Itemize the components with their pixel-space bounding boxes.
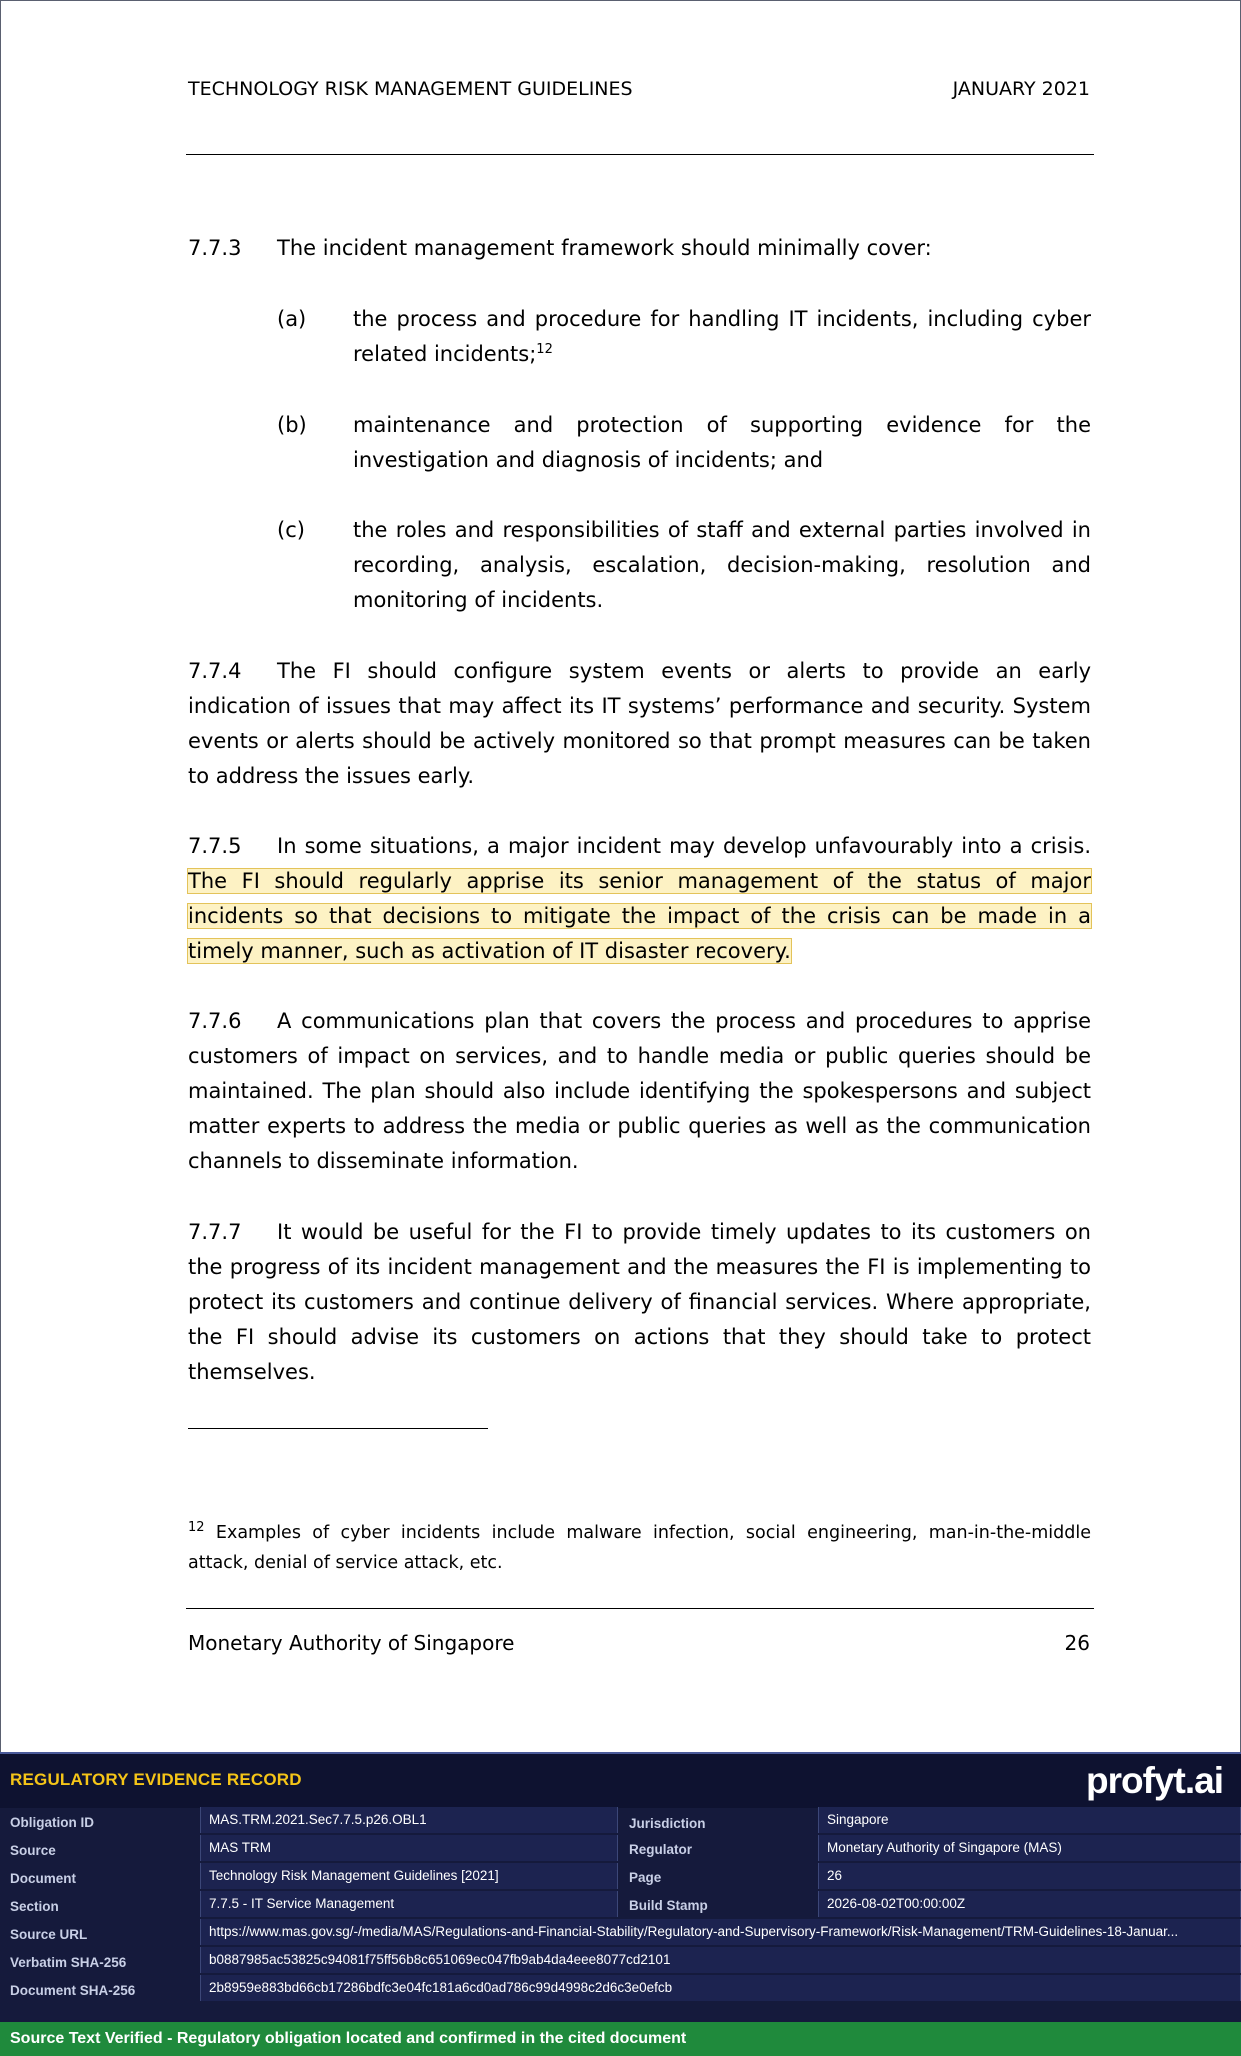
header-rule bbox=[186, 154, 1094, 155]
section-text: The incident management framework should minimally cover: bbox=[277, 236, 932, 260]
document-sha-value: 2b8959e883bd66cb17286bdfc3e04fc181a6cd0ad786c99d4998c2d6c3e0efcb bbox=[200, 1975, 1241, 2001]
footer-rule bbox=[186, 1608, 1094, 1609]
section-7-7-5 bbox=[188, 829, 1091, 969]
document-label: Document bbox=[10, 1871, 77, 1886]
section-text: In some situations, a major incident may develop unfavourably into a crisis. bbox=[277, 834, 1091, 858]
section-text: It would be useful for the FI to provide timely updates to its customers on the progress of its incident management and the measures the FI is implementing to protect its customers and continue delivery of financial services. Where appropriate, the FI should advise its customers on actions that they should take to protect themselves. bbox=[188, 1220, 1091, 1384]
page-number: 26 bbox=[1064, 1631, 1090, 1655]
section-value: 7.7.5 - IT Service Management bbox=[200, 1891, 618, 1917]
section-7-7-6 bbox=[188, 1004, 1091, 1179]
section-label: Section bbox=[10, 1899, 59, 1914]
section-7-7-7 bbox=[188, 1215, 1091, 1390]
item-c-text: the roles and responsibilities of staff and external parties involved in recording, analysis, escalation, decision-making, resolution and monitoring of incidents. bbox=[353, 518, 1091, 612]
document-sha-label: Document SHA-256 bbox=[10, 1983, 136, 1998]
source-value: MAS TRM bbox=[200, 1835, 618, 1861]
section-text: The FI should configure system events or alerts to provide an early indication of issues that may affect its IT systems’ performance and security. System events or alerts should be actively monitored so that prompt measures can be taken to address the issues early. bbox=[188, 659, 1091, 788]
item-b-text: maintenance and protection of supporting evidence for the investigation and diagnosis of incidents; and bbox=[353, 413, 1091, 472]
footnote bbox=[188, 1518, 1091, 1578]
footnote-rule bbox=[188, 1428, 488, 1429]
verbatim-sha-label: Verbatim SHA-256 bbox=[10, 1955, 127, 1970]
footer-org: Monetary Authority of Singapore bbox=[188, 1631, 515, 1655]
source-url-value[interactable]: https://www.mas.gov.sg/-/media/MAS/Regulations-and-Financial-Stability/Regulatory-and-Supervisory-Framework/Risk-Management/TRM-Guidelines-18-Januar... bbox=[200, 1919, 1241, 1945]
verified-text: Source Text Verified - Regulatory obligation located and confirmed in the cited document bbox=[10, 2030, 687, 2047]
section-number: 7.7.5 bbox=[188, 834, 242, 858]
item-c-label: (c) bbox=[277, 518, 305, 542]
section-number: 7.7.3 bbox=[188, 236, 242, 260]
jurisdiction-label: Jurisdiction bbox=[629, 1816, 706, 1831]
obligation-id-label: Obligation ID bbox=[10, 1815, 94, 1830]
footnote-number: 12 bbox=[188, 1520, 205, 1536]
jurisdiction-value: Singapore bbox=[818, 1807, 1241, 1833]
header-title: TECHNOLOGY RISK MANAGEMENT GUIDELINES bbox=[188, 78, 633, 100]
item-a-body: the process and procedure for handling IT incidents, including cyber related incidents; bbox=[353, 307, 1091, 366]
section-7-7-4 bbox=[188, 654, 1091, 794]
document-value: Technology Risk Management Guidelines [2021] bbox=[200, 1863, 618, 1889]
obligation-id-value: MAS.TRM.2021.Sec7.7.5.p26.OBL1 bbox=[200, 1807, 618, 1833]
section-number: 7.7.4 bbox=[188, 659, 242, 683]
item-b-label: (b) bbox=[277, 413, 307, 437]
footnote-text: Examples of cyber incidents include malware infection, social engineering, man-in-the-middle attack, denial of service attack, etc. bbox=[188, 1523, 1091, 1573]
page-label: Page bbox=[629, 1870, 662, 1885]
panel-header bbox=[0, 1752, 1241, 1808]
build-stamp-label: Build Stamp bbox=[629, 1898, 708, 1913]
highlighted-obligation[interactable]: The FI should regularly apprise its senior management of the status of major incidents so that decisions to mitigate the impact of the crisis can be made in a timely manner, such as activation of IT disaster recovery. bbox=[188, 869, 1091, 963]
footnote-ref[interactable]: 12 bbox=[536, 342, 553, 357]
section-text: A communications plan that covers the process and procedures to apprise customers of impact on services, and to handle media or public queries should be maintained. The plan should also include identifying the spokespersons and subject matter experts to address the media or public queries as well as the communication channels to disseminate information. bbox=[188, 1009, 1091, 1173]
regulator-value: Monetary Authority of Singapore (MAS) bbox=[818, 1835, 1241, 1861]
source-label: Source bbox=[10, 1843, 56, 1858]
build-stamp-value: 2026-08-02T00:00:00Z bbox=[818, 1891, 1241, 1917]
section-number: 7.7.7 bbox=[188, 1220, 242, 1244]
verbatim-sha-value: b0887985ac53825c94081f75ff56b8c651069ec047fb9ab4da4eee8077cd2101 bbox=[200, 1947, 1241, 1973]
page-value: 26 bbox=[818, 1863, 1241, 1889]
profyt-logo: profyt.ai bbox=[1086, 1760, 1223, 1801]
item-a-label: (a) bbox=[277, 307, 307, 331]
header-date: JANUARY 2021 bbox=[952, 78, 1090, 100]
panel-title: REGULATORY EVIDENCE RECORD bbox=[10, 1770, 302, 1789]
section-number: 7.7.6 bbox=[188, 1009, 242, 1033]
item-a-text bbox=[353, 302, 1091, 372]
regulator-label: Regulator bbox=[629, 1842, 693, 1857]
source-url-label: Source URL bbox=[10, 1927, 88, 1942]
section-7-7-3 bbox=[188, 231, 1091, 266]
